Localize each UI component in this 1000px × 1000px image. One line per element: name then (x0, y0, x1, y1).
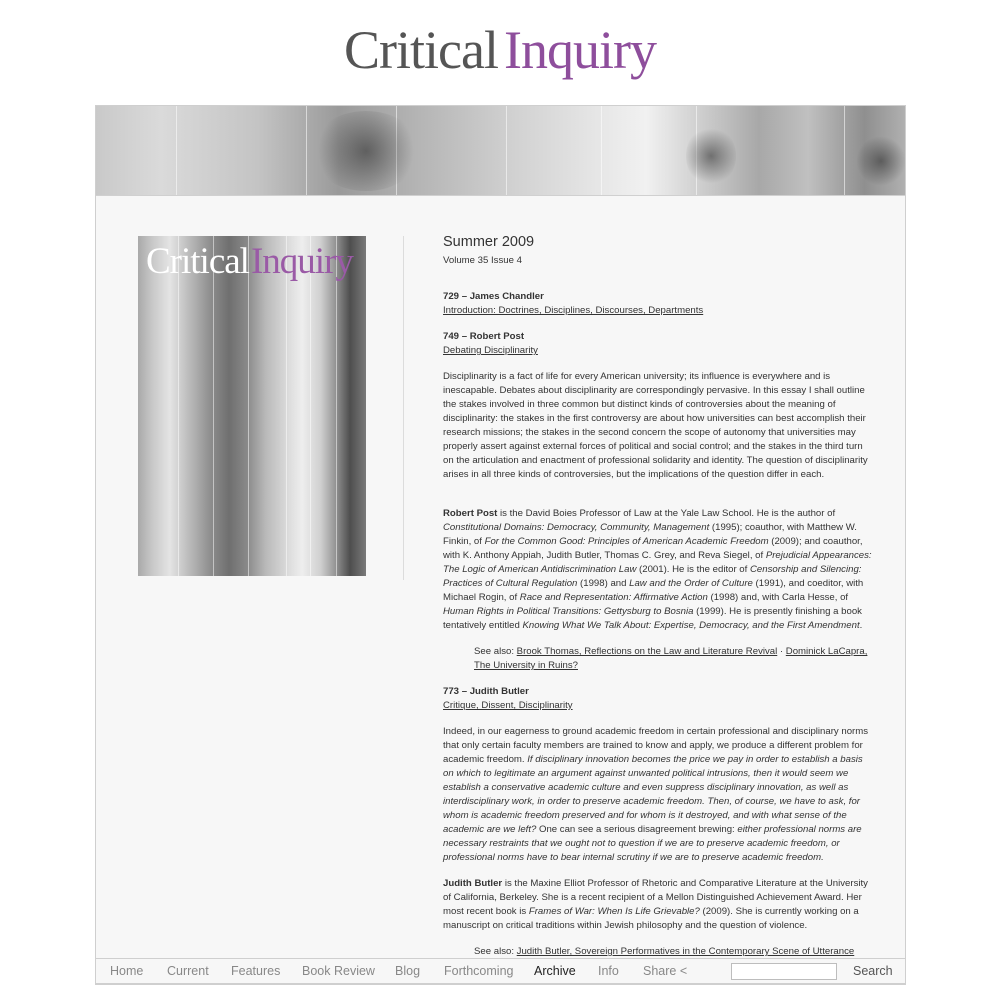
issue-title: Summer 2009 (443, 234, 535, 250)
nav-share[interactable] (643, 959, 687, 983)
article-dash: – (461, 331, 468, 342)
bio-author-name: Robert Post (443, 508, 498, 519)
see-also-separator: · (777, 646, 786, 657)
article-author: James Chandler (469, 291, 544, 302)
bio-text: (1991), and coeditor, with Michael Rogin, of (443, 578, 864, 603)
search-button[interactable]: Search (853, 964, 893, 978)
author-bio (443, 877, 873, 933)
see-also (443, 645, 873, 673)
logo-word-critical: Critical (344, 20, 498, 80)
bio-text: (2009); and coauthor, with K. Anthony Appiah, Judith Butler, Thomas C. Grey, and Reva Siegel, of (443, 536, 863, 561)
bio-book-title: Frames of War: When Is Life Grievable? (528, 906, 700, 917)
article-dash: – (461, 686, 468, 697)
abstract-quote: either professional norms are necessary restraints that we ought not to question if we are to preserve academic freedom, or professional norms have to bear internal scrutiny if we are to preserve academic freedom. (443, 824, 862, 863)
nav-info[interactable]: Info (598, 964, 619, 978)
nav-blog[interactable]: Blog (395, 964, 421, 978)
column-divider (403, 236, 404, 580)
article-title-link[interactable]: Debating Disciplinarity (443, 345, 538, 356)
bio-text: (1998) and (577, 578, 630, 589)
bio-book-title: Knowing What We Talk About: Expertise, Democracy, and the First Amendment (522, 620, 860, 631)
bio-text: (2009). She is currently working on a manuscript on critical traditions within Jewish philosophy and the question of violence. (443, 906, 859, 931)
nav-home[interactable]: Home (110, 964, 144, 978)
issue-contents (443, 232, 873, 959)
logo-word-inquiry: Inquiry (503, 20, 656, 80)
bio-book-title: Human Rights in Political Transitions: Gettysburg to Bosnia (443, 606, 694, 617)
article-heading (443, 290, 873, 304)
article-title-link[interactable]: Critique, Dissent, Disciplinarity (443, 700, 573, 711)
share-label: Share (643, 964, 677, 978)
nav-archive[interactable]: Archive (534, 964, 576, 978)
cover-logo-inquiry: Inquiry (250, 241, 353, 282)
article-entry (443, 290, 873, 318)
article-author: Judith Butler (469, 686, 529, 697)
cover-logo (146, 240, 353, 283)
bio-book-title: For the Common Good: Principles of American Academic Freedom (484, 536, 769, 547)
article-abstract: Disciplinarity is a fact of life for every American university; its influence is everywhere and is inescapable. Debates about disciplinarity are correspondingly pervasive. In this essay I shall outline the stakes involved in three common but distinct kinds of controversies about the meaning of disciplinarity: the stakes in the first controversy are about how universities can best accomplish their research missions; the stakes in the second concern the scope of autonomy that universities may properly assert against external forces of political and social control; and the stakes in the third turn on the articulation and enactment of professional solidarity and identity. The question of disciplinarity arises in all three kinds of controversies, but the implications of the question differ in each. (443, 371, 868, 480)
see-also-label: See also: (474, 946, 517, 957)
nav-current[interactable]: Current (167, 964, 209, 978)
share-icon: < (679, 964, 688, 978)
bio-text: (1998) and, with Carla Hesse, of (707, 592, 849, 603)
article-page: 729 (443, 291, 460, 302)
article-heading (443, 685, 873, 699)
bio-book-title: Censorship and Silencing: Practices of Cultural Regulation (443, 564, 862, 589)
bio-text: . (859, 620, 863, 631)
article-author: Robert Post (469, 331, 525, 342)
see-also-link[interactable]: Dominick LaCapra, The University in Ruins? (474, 646, 868, 671)
nav-features[interactable]: Features (231, 964, 281, 978)
bio-text: (1999). He is presently finishing a book tentatively entitled (443, 606, 862, 631)
issue-volume: Volume 35 Issue 4 (443, 255, 522, 266)
bio-book-title: Law and the Order of Culture (629, 578, 753, 589)
article-dash: – (461, 291, 468, 302)
article-page: 749 (443, 331, 460, 342)
bio-book-title: Race and Representation: Affirmative Action (519, 592, 708, 603)
cover-logo-critical: Critical (146, 241, 249, 282)
author-bio (443, 507, 873, 633)
see-also-label: See also: (474, 646, 517, 657)
site-logo[interactable] (0, 18, 1000, 82)
see-also-link[interactable]: Judith Butler, Sovereign Performatives in the Contemporary Scene of Utterance (516, 946, 855, 957)
bio-text: (2001). He is the editor of (636, 564, 750, 575)
abstract-text: Indeed, in our eagerness to ground academic freedom in certain professional and disciplinary norms that only certain faculty members are trained to know and apply, we produce a different problem for academic freedom. (443, 726, 869, 765)
nav-forthcoming[interactable]: Forthcoming (444, 964, 514, 978)
abstract-quote: If disciplinary innovation becomes the price we pay in order to establish a basis on which to legitimate an argument against unwanted political intrusions, then it would seem we establish a conservative academic culture and even suppress disciplinary innovation, as well as interdisciplinary work, in order to preserve academic freedom. Then, of course, we have to ask, for whom is academic freedom preserved and for whom is it destroyed, and with what sense of the academic are we left? (443, 754, 863, 835)
page-frame (95, 105, 906, 985)
article-entry (443, 330, 873, 358)
nav-book-review[interactable]: Book Review (302, 964, 375, 978)
bio-book-title: Constitutional Domains: Democracy, Community, Management (443, 522, 710, 533)
article-page: 773 (443, 686, 460, 697)
article-entry (443, 685, 873, 713)
bottom-nav-bar (95, 958, 906, 984)
header-banner-image (96, 106, 905, 196)
see-also-link[interactable]: Brook Thomas, Reflections on the Law and Literature Revival (516, 646, 778, 657)
bio-author-name: Judith Butler (443, 878, 503, 889)
article-abstract (443, 725, 873, 865)
article-title-link[interactable]: Introduction: Doctrines, Disciplines, Discourses, Departments (443, 305, 704, 316)
bio-text: is the David Boies Professor of Law at the Yale Law School. He is the author of (497, 508, 836, 519)
abstract-text: One can see a serious disagreement brewing: (536, 824, 738, 835)
article-heading (443, 330, 873, 344)
search-input[interactable] (731, 963, 837, 980)
bio-text: is the Maxine Elliot Professor of Rhetoric and Comparative Literature at the University of California, Berkeley. She is a recent recipient of a Mellon Distinguished Achievement Award. Her most recent book is (443, 878, 868, 917)
issue-cover-image[interactable] (138, 236, 366, 576)
see-also (443, 945, 873, 959)
bio-book-title: Prejudicial Appearances: The Logic of American Antidiscrimination Law (443, 550, 872, 575)
bio-text: (1995); coauthor, with Matthew W. Finkin, of (443, 522, 857, 547)
